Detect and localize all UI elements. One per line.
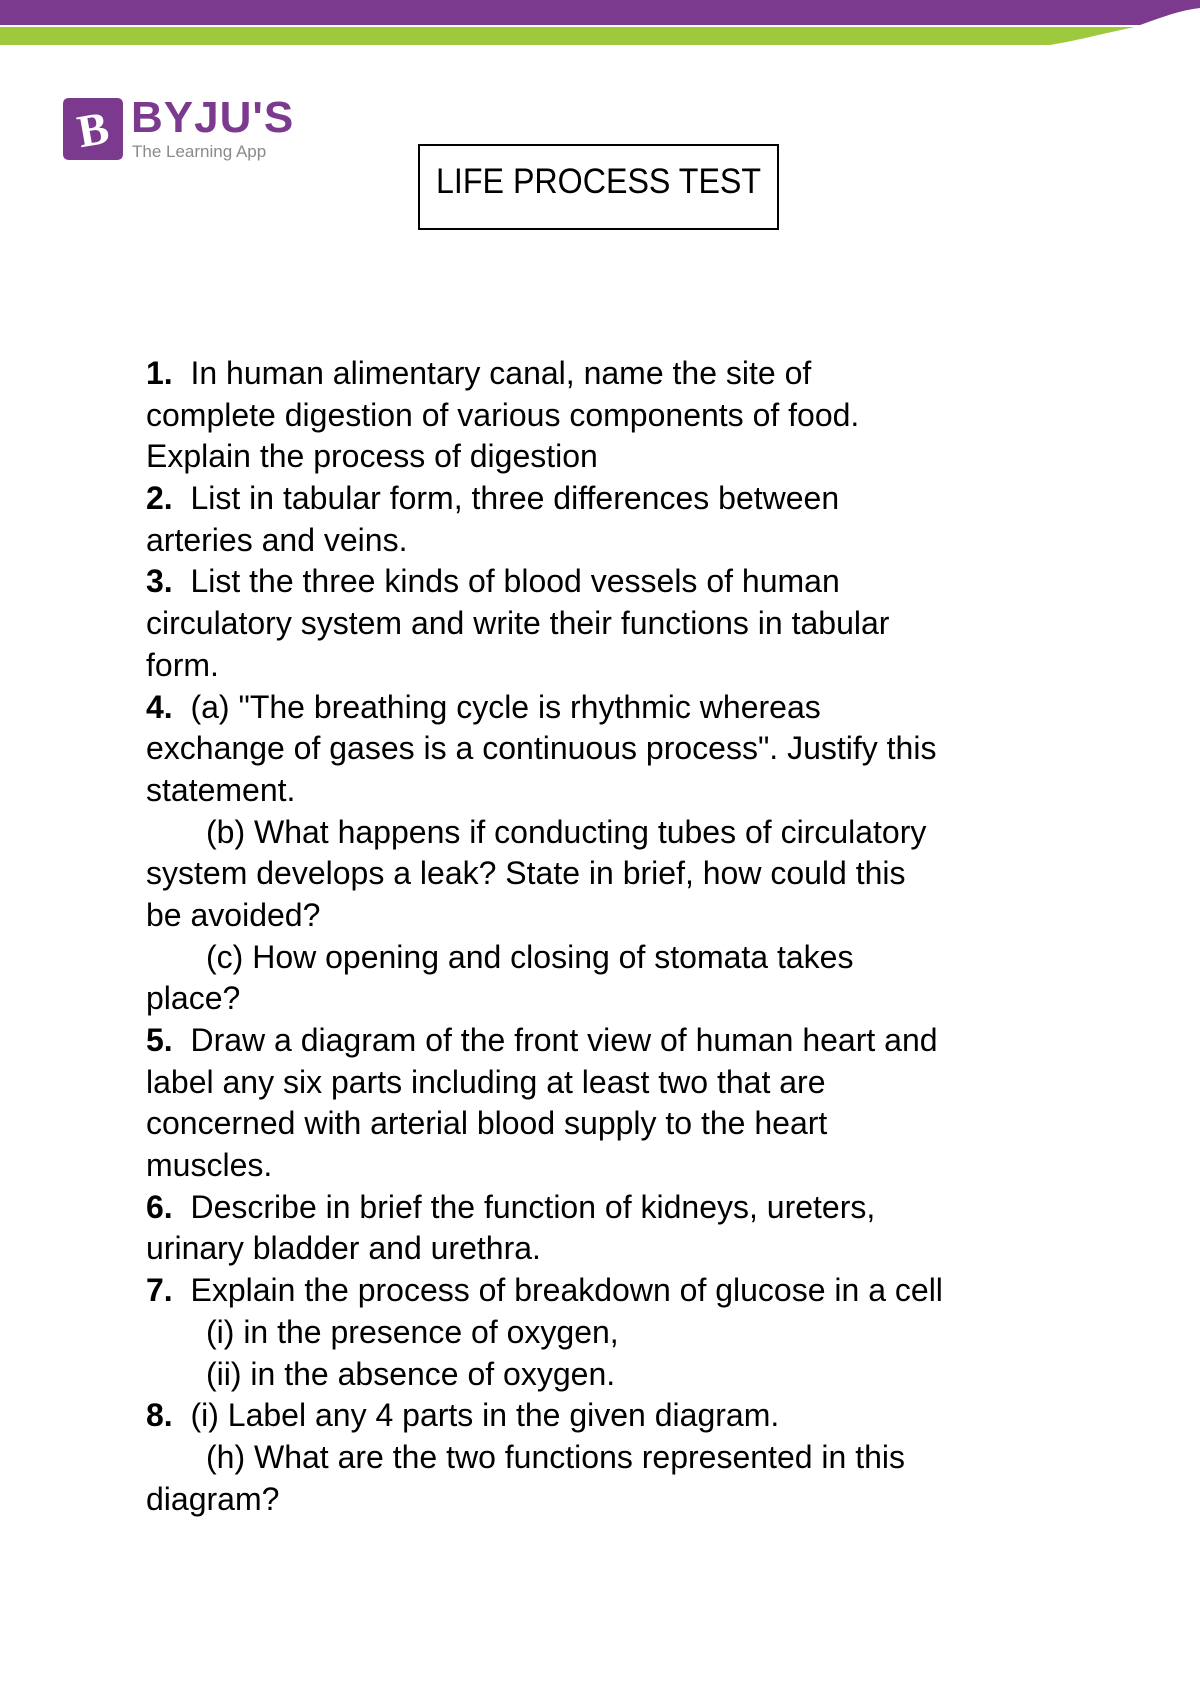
question-line bbox=[146, 478, 1066, 520]
brand-logo bbox=[63, 93, 303, 168]
question-text: circulatory system and write their functions in tabular bbox=[146, 605, 890, 642]
question-text: (i) Label any 4 parts in the given diagram. bbox=[190, 1397, 780, 1434]
subpart-text: be avoided? bbox=[146, 896, 321, 933]
question-text: complete digestion of various components of food. bbox=[146, 396, 860, 433]
question-line bbox=[146, 1103, 1066, 1145]
brand-name: BYJU'S bbox=[131, 93, 295, 142]
question-text: concerned with arterial blood supply to the heart bbox=[146, 1105, 828, 1142]
subpart-text: (c) How opening and closing of stomata takes bbox=[206, 938, 854, 975]
brand-tagline: The Learning App bbox=[132, 142, 267, 161]
question-text: List in tabular form, three differences between bbox=[190, 480, 840, 517]
question-number: 7. bbox=[146, 1272, 173, 1309]
subpart-text: (b) What happens if conducting tubes of circulatory bbox=[206, 813, 927, 850]
question-subpart-line bbox=[146, 1354, 1066, 1396]
question-number: 2. bbox=[146, 480, 173, 517]
subpart-text: system develops a leak? State in brief, how could this bbox=[146, 855, 906, 892]
question-line bbox=[146, 520, 1066, 562]
question-text: urinary bladder and urethra. bbox=[146, 1230, 541, 1267]
question-text: Explain the process of digestion bbox=[146, 438, 598, 475]
question-line bbox=[146, 1020, 1066, 1062]
question-number: 8. bbox=[146, 1397, 173, 1434]
question-subpart-line bbox=[146, 937, 1066, 979]
question-number: 6. bbox=[146, 1188, 173, 1225]
subpart-text: (i) in the presence of oxygen, bbox=[206, 1313, 619, 1350]
question-line bbox=[146, 561, 1066, 603]
question-line bbox=[146, 1062, 1066, 1104]
question-subpart-line bbox=[146, 812, 1066, 854]
logo-glyph: B bbox=[73, 101, 113, 158]
question-line bbox=[146, 687, 1066, 729]
test-title-box bbox=[418, 144, 779, 230]
subpart-text: (h) What are the two functions represented in this bbox=[206, 1438, 906, 1475]
question-subpart-line bbox=[146, 1437, 1066, 1479]
question-text: arteries and veins. bbox=[146, 521, 408, 558]
question-line bbox=[146, 353, 1066, 395]
question-text: statement. bbox=[146, 771, 296, 808]
question-line bbox=[146, 1270, 1066, 1312]
subpart-text: (ii) in the absence of oxygen. bbox=[206, 1355, 616, 1392]
question-subpart-line bbox=[146, 895, 1066, 937]
logo-mark-icon bbox=[63, 98, 123, 160]
question-line bbox=[146, 603, 1066, 645]
question-text: muscles. bbox=[146, 1147, 273, 1184]
question-line bbox=[146, 1395, 1066, 1437]
question-text: Draw a diagram of the front view of human heart and bbox=[190, 1022, 938, 1058]
question-subpart-line bbox=[146, 1479, 1066, 1521]
question-text: label any six parts including at least two that are bbox=[146, 1063, 826, 1100]
subpart-text: diagram? bbox=[146, 1480, 280, 1517]
question-text: (a) "The breathing cycle is rhythmic whereas bbox=[190, 688, 821, 725]
question-number: 3. bbox=[146, 563, 173, 600]
header-band bbox=[0, 0, 1200, 50]
question-line bbox=[146, 395, 1066, 437]
question-subpart-line bbox=[146, 978, 1066, 1020]
question-subpart-line bbox=[146, 1312, 1066, 1354]
question-line bbox=[146, 436, 1066, 478]
question-text: In human alimentary canal, name the site of bbox=[190, 355, 812, 391]
subpart-text: place? bbox=[146, 980, 241, 1017]
test-title: LIFE PROCESS TEST bbox=[436, 162, 762, 201]
question-line bbox=[146, 645, 1066, 687]
question-subpart-line bbox=[146, 853, 1066, 895]
question-number: 1. bbox=[146, 355, 173, 391]
question-line bbox=[146, 1228, 1066, 1270]
question-line bbox=[146, 1145, 1066, 1187]
question-number: 4. bbox=[146, 688, 173, 725]
question-text: Explain the process of breakdown of glucose in a cell bbox=[190, 1272, 943, 1309]
question-number: 5. bbox=[146, 1022, 173, 1058]
question-line bbox=[146, 1187, 1066, 1229]
question-text: form. bbox=[146, 646, 219, 683]
question-list bbox=[146, 353, 1066, 1520]
question-line bbox=[146, 770, 1066, 812]
question-line bbox=[146, 728, 1066, 770]
question-text: List the three kinds of blood vessels of human bbox=[190, 563, 840, 600]
question-text: exchange of gases is a continuous process". Justify this bbox=[146, 730, 937, 767]
question-text: Describe in brief the function of kidneys, ureters, bbox=[190, 1188, 876, 1225]
